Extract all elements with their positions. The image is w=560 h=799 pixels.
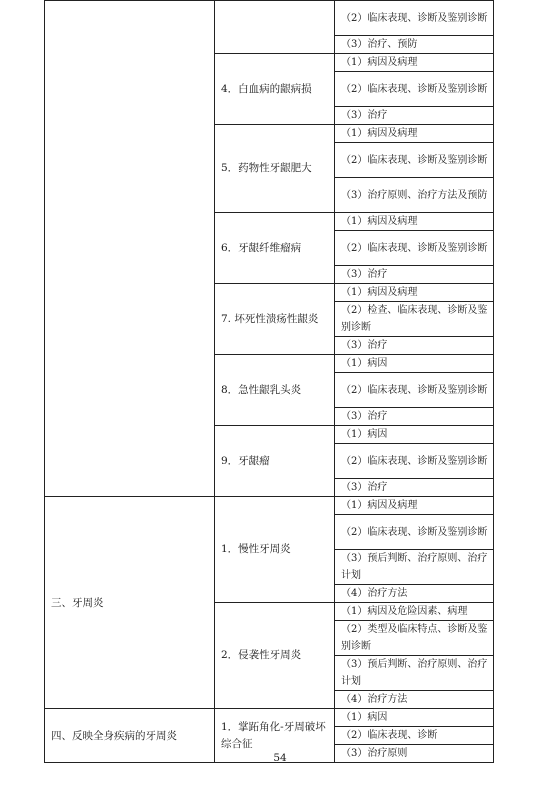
subitem-cell: （3）预后判断、治疗原则、治疗计划: [335, 550, 494, 585]
subitem-cell: （2）临床表现、诊断: [335, 727, 494, 745]
subitem-cell: （2）类型及临床特点、诊断及鉴别诊断: [335, 621, 494, 656]
page-number: 54: [273, 752, 287, 764]
subitem-cell: （3）治疗、预防: [335, 36, 494, 54]
subitem-cell: （4）治疗方法: [335, 585, 494, 603]
subitem-cell: （1）病因及病理: [335, 497, 494, 515]
topic-cell: 5．药物性牙龈肥大: [215, 125, 335, 213]
subitem-cell: （2）临床表现、诊断及鉴别诊断: [335, 444, 494, 479]
subitem-cell: （1）病因: [335, 426, 494, 444]
subitem-cell: （1）病因及危险因素、病理: [335, 603, 494, 621]
subitem-cell: （3）治疗: [335, 266, 494, 284]
subitem-cell: （3）治疗: [335, 337, 494, 355]
topic-cell: 1．慢性牙周炎: [215, 497, 335, 603]
table-row: [45, 497, 494, 515]
subitem-cell: （4）治疗方法: [335, 691, 494, 709]
section-title-cell: 三、牙周炎: [45, 497, 215, 709]
subitem-cell: （1）病因及病理: [335, 284, 494, 302]
subitem-cell: （3）治疗: [335, 107, 494, 125]
topic-cell: 9．牙龈瘤: [215, 426, 335, 497]
section-title-cell: [45, 1, 215, 497]
syllabus-table-body: [45, 1, 494, 763]
subitem-cell: （2）临床表现、诊断及鉴别诊断: [335, 72, 494, 107]
subitem-cell: （2）临床表现、诊断及鉴别诊断: [335, 515, 494, 550]
subitem-cell: （3）治疗原则、治疗方法及预防: [335, 178, 494, 213]
subitem-cell: （3）治疗原则: [335, 745, 494, 763]
subitem-cell: （1）病因及病理: [335, 125, 494, 143]
subitem-cell: （2）临床表现、诊断及鉴别诊断: [335, 143, 494, 178]
syllabus-table: [44, 0, 494, 763]
table-row: [45, 709, 494, 727]
subitem-cell: （1）病因及病理: [335, 213, 494, 231]
topic-cell: 2．侵袭性牙周炎: [215, 603, 335, 709]
topic-cell: 4．白血病的龈病损: [215, 54, 335, 125]
subitem-cell: （2）临床表现、诊断及鉴别诊断: [335, 231, 494, 266]
topic-cell: 7. 坏死性溃疡性龈炎: [215, 284, 335, 355]
subitem-cell: （3）治疗: [335, 479, 494, 497]
topic-cell: [215, 1, 335, 54]
section-title-cell: 四、反映全身疾病的牙周炎: [45, 709, 215, 763]
subitem-cell: （1）病因: [335, 355, 494, 373]
table-row: [45, 1, 494, 36]
subitem-cell: （2）临床表现、诊断及鉴别诊断: [335, 373, 494, 408]
subitem-cell: （1）病因及病理: [335, 54, 494, 72]
subitem-cell: （2）临床表现、诊断及鉴别诊断: [335, 1, 494, 36]
subitem-cell: （3）预后判断、治疗原则、治疗计划: [335, 656, 494, 691]
subitem-cell: （2）检查、临床表现、诊断及鉴别诊断: [335, 302, 494, 337]
subitem-cell: （3）治疗: [335, 408, 494, 426]
topic-cell: 6．牙龈纤维瘤病: [215, 213, 335, 284]
subitem-cell: （1）病因: [335, 709, 494, 727]
topic-cell: 1．掌跖角化-牙周破坏综合征: [215, 709, 335, 763]
topic-cell: 8．急性龈乳头炎: [215, 355, 335, 426]
